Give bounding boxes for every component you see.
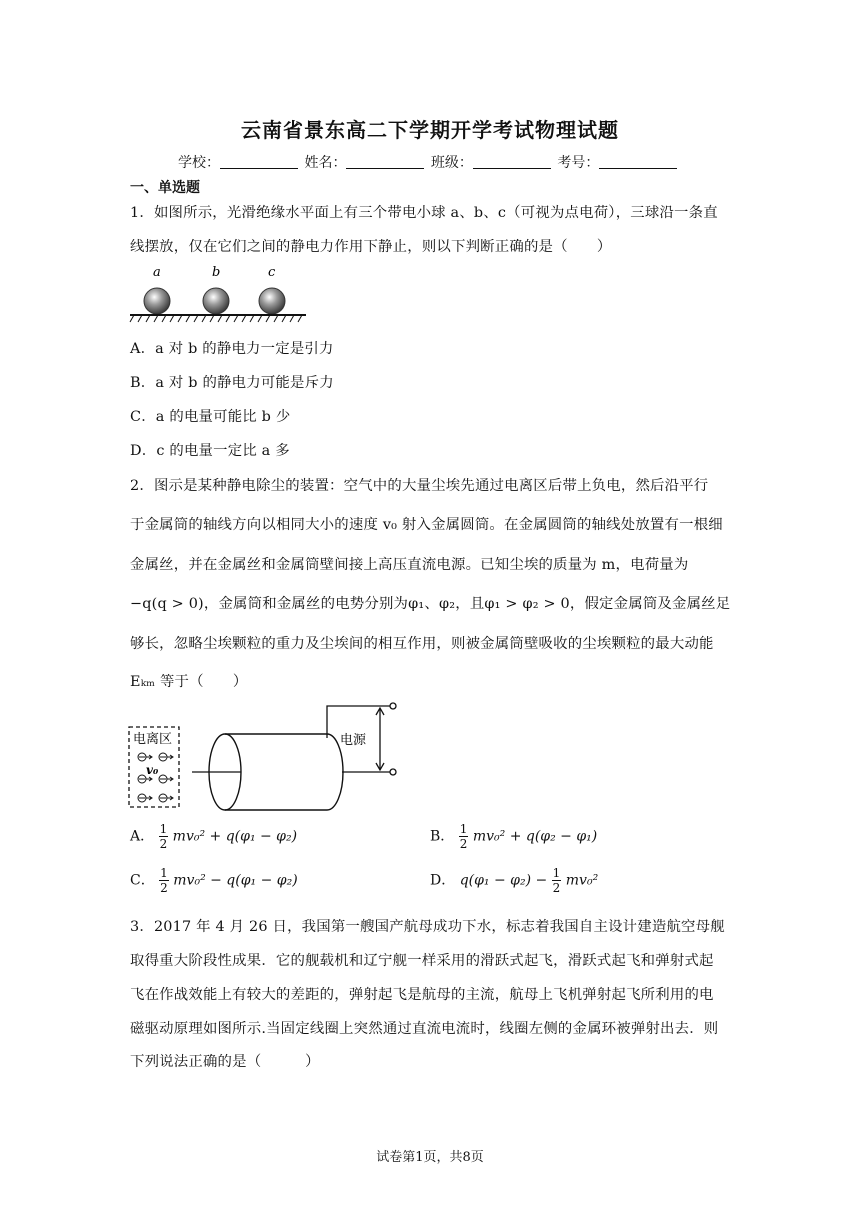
q3-line-3: 飞在作战效能上有较大的差距的，弹射起飞是航母的主流，航母上飞机弹射起飞所利用的电 xyxy=(130,987,714,1003)
half-fraction xyxy=(159,822,169,851)
ionization-zone-label: 电离区 xyxy=(133,732,173,747)
label-b: b xyxy=(212,265,221,280)
q3-line-5: 下列说法正确的是（ ） xyxy=(130,1054,320,1070)
q2-option-a[interactable] xyxy=(130,822,297,851)
q2-option-a-expr: mv₀² + q(φ₁ − φ₂) xyxy=(172,828,298,845)
q2-line-3: 金属丝，并在金属丝和金属筒壁间接上高压直流电源。已知尘埃的质量为 m，电荷量为 xyxy=(130,557,689,573)
half-fraction xyxy=(159,866,169,895)
q1-option-c[interactable]: C．a 的电量可能比 b 少 xyxy=(130,409,291,425)
q2-option-d-tail: mv₀² xyxy=(565,872,599,889)
ball-b xyxy=(203,288,229,314)
page-title: 云南省景东高二下学期开学考试物理试题 xyxy=(241,118,619,142)
q1-figure-three-balls xyxy=(130,262,310,328)
q2-line-6: Eₖₘ 等于（ ） xyxy=(130,674,248,690)
q2-option-b[interactable] xyxy=(430,822,597,851)
frac-num: 1 xyxy=(552,866,561,880)
q2-line-5: 够长，忽略尘埃颗粒的重力及尘埃间的相互作用，则被金属筒壁吸收的尘埃颗粒的最大动能 xyxy=(130,636,714,652)
q2-option-c-expr: mv₀² − q(φ₁ − φ₂) xyxy=(173,872,298,889)
name-blank[interactable] xyxy=(346,154,424,169)
label-a: a xyxy=(153,265,161,280)
power-supply-label: 电源 xyxy=(340,733,367,748)
frac-den: 2 xyxy=(159,837,168,851)
q2-option-b-prefix: B． xyxy=(430,828,455,845)
class-label: 班级： xyxy=(430,155,473,171)
q2-option-b-expr: mv₀² + q(φ₂ − φ₁) xyxy=(472,828,598,845)
q2-option-c-prefix: C． xyxy=(130,872,155,889)
q3-line-1: 3．2017 年 4 月 26 日，我国第一艘国产航母成功下水，标志着我国自主设计建造航空母舰 xyxy=(130,919,725,935)
name-label: 姓名： xyxy=(304,155,347,171)
q2-option-d[interactable] xyxy=(430,866,598,895)
section-heading: 一、单选题 xyxy=(130,180,200,196)
q3-line-2: 取得重大阶段性成果．它的舰载机和辽宁舰一样采用的滑跃式起飞，滑跃式起飞和弹射式起 xyxy=(130,953,714,969)
number-blank[interactable] xyxy=(599,154,677,169)
half-fraction xyxy=(552,866,562,895)
q2-line-4: −q(q > 0)，金属筒和金属丝的电势分别为φ₁、φ₂，且φ₁ > φ₂ > 0，假定金属筒及金属丝足 xyxy=(130,596,731,612)
q1-line-2: 线摆放，仅在它们之间的静电力作用下静止，则以下判断正确的是（ ） xyxy=(130,239,612,255)
frac-num: 1 xyxy=(159,822,168,836)
dust-particles xyxy=(138,753,173,802)
class-blank[interactable] xyxy=(473,154,551,169)
number-label: 考号： xyxy=(557,155,600,171)
v0-label: v₀ xyxy=(146,763,159,777)
school-label: 学校： xyxy=(178,155,220,171)
q2-line-1: 2．图示是某种静电除尘的装置：空气中的大量尘埃先通过电离区后带上负电，然后沿平行 xyxy=(130,478,709,494)
q1-option-b[interactable]: B．a 对 b 的静电力可能是斥力 xyxy=(130,375,334,391)
page-footer: 试卷第1页，共8页 xyxy=(376,1150,484,1165)
q2-option-c[interactable] xyxy=(130,866,298,895)
q2-figure-dust-collector xyxy=(128,700,408,812)
ball-c xyxy=(259,288,285,314)
school-blank[interactable] xyxy=(220,154,298,169)
q2-option-d-prefix: D． xyxy=(430,872,456,889)
frac-num: 1 xyxy=(160,866,168,880)
label-c: c xyxy=(268,265,276,280)
frac-num: 1 xyxy=(459,822,468,836)
q2-option-d-expr: q(φ₁ − φ₂) − xyxy=(459,872,548,889)
frac-den: 2 xyxy=(160,881,168,895)
q2-line-2: 于金属筒的轴线方向以相同大小的速度 v₀ 射入金属圆筒。在金属圆筒的轴线处放置有一根细 xyxy=(130,517,723,533)
q1-option-d[interactable]: D．c 的电量一定比 a 多 xyxy=(130,443,290,459)
q1-line-1: 1．如图所示，光滑绝缘水平面上有三个带电小球 a、b、c（可视为点电荷），三球沿一条直 xyxy=(130,205,718,221)
q1-option-a[interactable]: A．a 对 b 的静电力一定是引力 xyxy=(130,341,334,357)
q2-option-a-prefix: A． xyxy=(130,828,155,845)
ball-a xyxy=(144,288,170,314)
student-info-row xyxy=(178,152,679,172)
frac-den: 2 xyxy=(459,837,468,851)
ground-hatch xyxy=(130,315,302,322)
frac-den: 2 xyxy=(552,881,561,895)
q3-line-4: 磁驱动原理如图所示.当固定线圈上突然通过直流电流时，线圈左侧的金属环被弹射出去．则 xyxy=(130,1021,719,1037)
half-fraction xyxy=(459,822,469,851)
